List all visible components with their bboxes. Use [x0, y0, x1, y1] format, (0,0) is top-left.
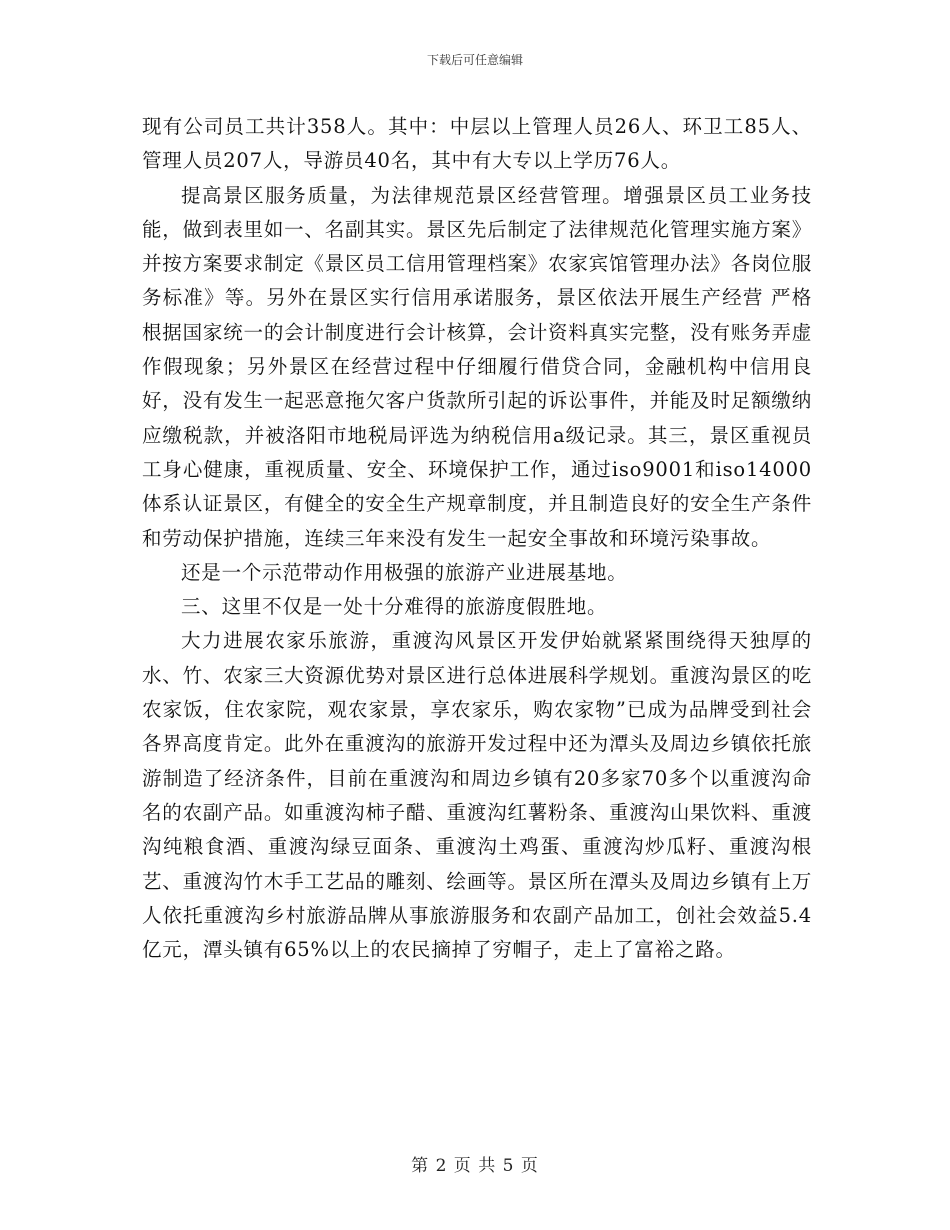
paragraph: 三、这里不仅是一处十分难得的旅游度假胜地。 [181, 595, 608, 619]
document-body [142, 110, 812, 967]
page-header: 下载后可任意编辑 [426, 53, 523, 67]
paragraph: 还是一个示范带动作用极强的旅游产业进展基地。 [181, 560, 628, 584]
page-number-footer: 第 2 页 共 5 页 [411, 1156, 539, 1176]
paragraph: 提高景区服务质量，为法律规范景区经营管理。增强景区员工业务技能，做到表里如一、名副其实。景区先后制定了法律规范化管理实施方案》并按方案要求制定《景区员工信用管理档案》农家宾馆管理办法》各岗位服务标准》等。另外在景区实行信用承诺服务，景区依法开展生产经营 严格根据国家统一的会计制度进行会计核算，会计资料真实完整，没有账务弄虚作假现象；另外景区在经营过程中仔细履行借贷合同，金融机构中信用良好，没有发生一起恶意拖欠客户货款所引起的诉讼事件，并能及时足额缴纳应缴税款，并被洛阳市地税局评选为纳税信用a级记录。其三，景区重视员工身心健康，重视质量、安全、环境保护工作，通过iso9001和iso14000体系认证景区，有健全的安全生产规章制度，并且制造良好的安全生产条件和劳动保护措施，连续三年来没有发生一起安全事故和环境污染事故。 [142, 183, 812, 550]
paragraph: 现有公司员工共计358人。其中：中层以上管理人员26人、环卫工85人、管理人员207人，导游员40名，其中有大专以上学历76人。 [142, 115, 812, 173]
paragraph: 大力进展农家乐旅游，重渡沟风景区开发伊始就紧紧围绕得天独厚的水、竹、农家三大资源优势对景区进行总体进展科学规划。重渡沟景区的吃农家饭，住农家院，观农家景，享农家乐，购农家物”已成为品牌受到社会各界高度肯定。此外在重渡沟的旅游开发过程中还为潭头及周边乡镇依托旅游制造了经济条件，目前在重渡沟和周边乡镇有20多家70多个以重渡沟命名的农副产品。如重渡沟柿子醋、重渡沟红薯粉条、重渡沟山果饮料、重渡沟纯粮食酒、重渡沟绿豆面条、重渡沟土鸡蛋、重渡沟炒瓜籽、重渡沟根艺、重渡沟竹木手工艺品的雕刻、绘画等。景区所在潭头及周边乡镇有上万人依托重渡沟乡村旅游品牌从事旅游服务和农副产品加工，创社会效益5.4亿元，潭头镇有65%以上的农民摘掉了穷帽子，走上了富裕之路。 [142, 629, 812, 962]
